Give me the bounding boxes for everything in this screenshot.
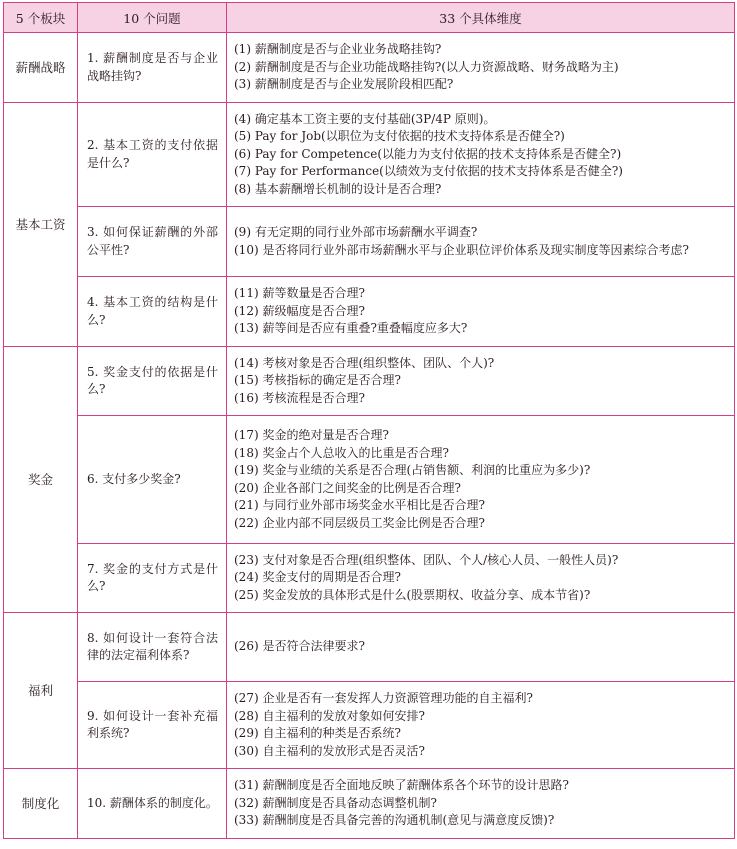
table-row: [4, 613, 735, 682]
dimensions-cell: [227, 544, 735, 613]
dimension-item: (8) 基本薪酬增长机制的设计是否合理?: [234, 181, 442, 196]
table-row: [4, 277, 735, 347]
dimension-item: (20) 企业各部门之间奖金的比例是否合理?: [234, 480, 461, 495]
dimensions-cell: [227, 682, 735, 769]
dimension-item: (9) 有无定期的同行业外部市场薪酬水平调查?: [234, 225, 478, 239]
compensation-diagnosis-table: [3, 2, 735, 839]
section-cell: 制度化: [4, 769, 78, 839]
header-questions: 10 个问题: [78, 3, 227, 33]
dimension-item: (11) 薪等数量是否合理?: [234, 286, 365, 301]
question-cell: 7. 奖金的支付方式是什么?: [78, 544, 227, 613]
dimension-item: (12) 薪级幅度是否合理?: [234, 303, 365, 318]
dimension-item: (3) 薪酬制度是否与企业发展阶段相匹配?: [234, 77, 454, 92]
dimensions-cell: [227, 416, 735, 544]
dimensions-cell: [227, 33, 735, 103]
dimension-item: (14) 考核对象是否合理(组织整体、团队、个人)?: [234, 355, 495, 370]
dimension-item: (16) 考核流程是否合理?: [234, 390, 365, 405]
dimension-item: (29) 自主福利的种类是否系统?: [234, 726, 401, 740]
section-cell: 薪酬战略: [4, 33, 78, 103]
dimension-item: (5) Pay for Job(以职位为支付依据的技术支持体系是否健全?): [234, 129, 565, 144]
section-cell: 福利: [4, 613, 78, 769]
dimensions-cell: [227, 769, 735, 839]
dimension-item: (30) 自主福利的发放形式是否灵活?: [234, 743, 425, 758]
dimension-item: (10) 是否将同行业外部市场薪酬水平与企业职位评价体系及现实制度等因素综合考虑?: [234, 242, 689, 257]
question-cell: 2. 基本工资的支付依据是什么?: [78, 103, 227, 207]
question-cell: 9. 如何设计一套补充福利系统?: [78, 682, 227, 769]
question-cell: 6. 支付多少奖金?: [78, 416, 227, 544]
dimension-item: (7) Pay for Performance(以绩效为支付依据的技术支持体系是否健全?): [234, 164, 623, 179]
header-dimensions: 33 个具体维度: [227, 3, 735, 33]
dimensions-cell: [227, 277, 735, 347]
dimension-item: (26) 是否符合法律要求?: [234, 639, 365, 654]
question-cell: 4. 基本工资的结构是什么?: [78, 277, 227, 347]
question-cell: 10. 薪酬体系的制度化。: [78, 769, 227, 839]
dimension-item: (6) Pay for Competence(以能力为支付依据的技术支持体系是否健全?): [234, 146, 622, 161]
dimension-item: (4) 确定基本工资主要的支付基础(3P/4P 原则)。: [234, 111, 496, 126]
header-sections: 5 个板块: [4, 3, 78, 33]
dimension-item: (22) 企业内部不同层级员工奖金比例是否合理?: [234, 515, 485, 530]
dimension-item: (33) 薪酬制度是否具备完善的沟通机制(意见与满意度反馈)?: [234, 813, 555, 828]
table-row: [4, 416, 735, 544]
dimension-item: (21) 与同行业外部市场奖金水平相比是否合理?: [234, 498, 485, 512]
table-row: [4, 33, 735, 103]
dimension-item: (31) 薪酬制度是否全面地反映了薪酬体系各个环节的设计思路?: [234, 778, 569, 793]
question-cell: 3. 如何保证薪酬的外部公平性?: [78, 207, 227, 277]
table-row: [4, 544, 735, 613]
dimension-item: (28) 自主福利的发放对象如何安排?: [234, 708, 425, 723]
dimension-item: (27) 企业是否有一套发挥人力资源管理功能的自主福利?: [234, 691, 533, 705]
table-row: [4, 769, 735, 839]
dimension-item: (25) 奖金发放的具体形式是什么(股票期权、收益分享、成本节省)?: [234, 587, 591, 602]
dimension-item: (32) 薪酬制度是否具备动态调整机制?: [234, 795, 437, 810]
section-cell: 奖金: [4, 347, 78, 613]
dimension-item: (24) 奖金支付的周期是否合理?: [234, 570, 401, 585]
dimensions-cell: [227, 103, 735, 207]
dimensions-cell: [227, 347, 735, 416]
dimension-item: (2) 薪酬制度是否与企业功能战略挂钩?(以人力资源战略、财务战略为主): [234, 59, 619, 74]
table-row: [4, 103, 735, 207]
dimension-item: (1) 薪酬制度是否与企业业务战略挂钩?: [234, 42, 442, 57]
dimensions-cell: [227, 207, 735, 277]
question-cell: 8. 如何设计一套符合法律的法定福利体系?: [78, 613, 227, 682]
question-cell: 1. 薪酬制度是否与企业战略挂钩?: [78, 33, 227, 103]
dimension-item: (18) 奖金占个人总收入的比重是否合理?: [234, 445, 449, 460]
document-page: [0, 2, 737, 849]
dimension-item: (15) 考核指标的确定是否合理?: [234, 373, 401, 388]
table-row: [4, 207, 735, 277]
dimensions-cell: [227, 613, 735, 682]
dimension-item: (23) 支付对象是否合理(组织整体、团队、个人/核心人员、一般性人员)?: [234, 552, 619, 567]
section-cell: 基本工资: [4, 103, 78, 347]
table-row: [4, 682, 735, 769]
question-cell: 5. 奖金支付的依据是什么?: [78, 347, 227, 416]
dimension-item: (13) 薪等间是否应有重叠?重叠幅度应多大?: [234, 321, 468, 336]
table-header-row: [4, 3, 735, 33]
table-row: [4, 347, 735, 416]
dimension-item: (19) 奖金与业绩的关系是否合理(占销售额、利润的比重应为多少)?: [234, 463, 591, 477]
dimension-item: (17) 奖金的绝对量是否合理?: [234, 428, 389, 442]
